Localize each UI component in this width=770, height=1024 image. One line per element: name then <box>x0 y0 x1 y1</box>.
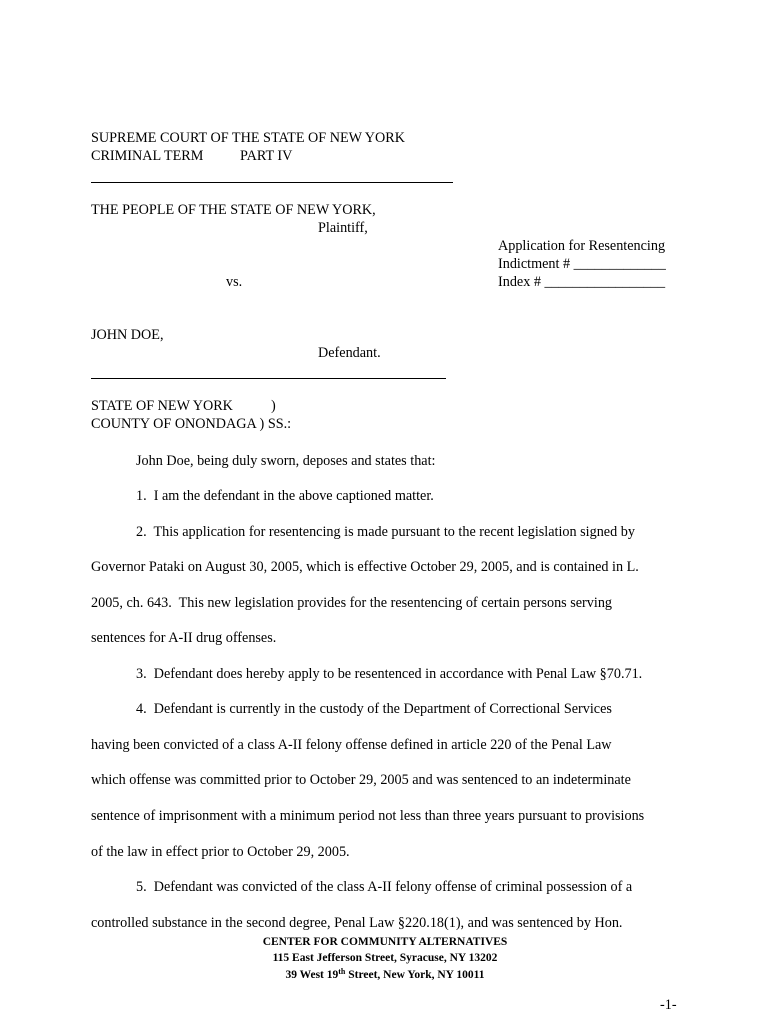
body-line: 2005, ch. 643. This new legislation provides for the resentencing of certain persons serving <box>91 595 613 611</box>
body-line: 2. This application for resentencing is made pursuant to the recent legislation signed by <box>136 524 635 540</box>
venue-state: STATE OF NEW YORK <box>91 398 233 414</box>
body-line: sentences for A-II drug offenses. <box>91 630 277 646</box>
versus-label: vs. <box>226 274 243 290</box>
court-part: PART IV <box>240 148 293 164</box>
defendant-role: Defendant. <box>318 345 381 361</box>
venue-county: COUNTY OF ONONDAGA ) SS.: <box>91 416 292 432</box>
footer-address-2-ordinal: th <box>338 967 346 976</box>
document-title: Application for Resentencing <box>498 238 666 254</box>
indictment-number: Indictment # _____________ <box>498 256 666 272</box>
body-line: 4. Defendant is currently in the custody of the Department of Correctional Services <box>136 701 612 717</box>
footer-address-2 <box>0 968 770 982</box>
caption-rule-top <box>91 182 453 183</box>
body-line: of the law in effect prior to October 29, 2005. <box>91 844 350 860</box>
index-number: Index # _________________ <box>498 274 666 290</box>
venue-state-paren: ) <box>271 398 276 414</box>
footer-address-2-end: Street, New York, NY 10011 <box>345 969 485 981</box>
caption-rule-bottom <box>91 378 446 379</box>
footer-organization: CENTER FOR COMMUNITY ALTERNATIVES <box>262 936 508 948</box>
footer-address-1: 115 East Jefferson Street, Syracuse, NY 13202 <box>272 952 498 964</box>
body-line: 5. Defendant was convicted of the class A-II felony offense of criminal possession of a <box>136 879 633 895</box>
body-line: 1. I am the defendant in the above captioned matter. <box>136 488 434 504</box>
plaintiff-name: THE PEOPLE OF THE STATE OF NEW YORK, <box>91 202 376 218</box>
defendant-name: JOHN DOE, <box>91 327 164 343</box>
body-line: 3. Defendant does hereby apply to be resentenced in accordance with Penal Law §70.71. <box>136 666 643 682</box>
body-line: John Doe, being duly sworn, deposes and states that: <box>136 453 436 469</box>
footer-address-2-start: 39 West 19 <box>285 969 339 981</box>
court-term: CRIMINAL TERM <box>91 148 204 164</box>
body-line: sentence of imprisonment with a minimum period not less than three years pursuant to provisions <box>91 808 645 824</box>
plaintiff-role: Plaintiff, <box>318 220 368 236</box>
body-line: having been convicted of a class A-II felony offense defined in article 220 of the Penal Law <box>91 737 612 753</box>
body-line: controlled substance in the second degree, Penal Law §220.18(1), and was sentenced by Hon. <box>91 915 623 931</box>
body-line: Governor Pataki on August 30, 2005, which is effective October 29, 2005, and is contained in L. <box>91 559 639 575</box>
court-name: SUPREME COURT OF THE STATE OF NEW YORK <box>91 130 405 146</box>
page-number: -1- <box>660 997 677 1013</box>
body-line: which offense was committed prior to October 29, 2005 and was sentenced to an indeterminate <box>91 772 631 788</box>
